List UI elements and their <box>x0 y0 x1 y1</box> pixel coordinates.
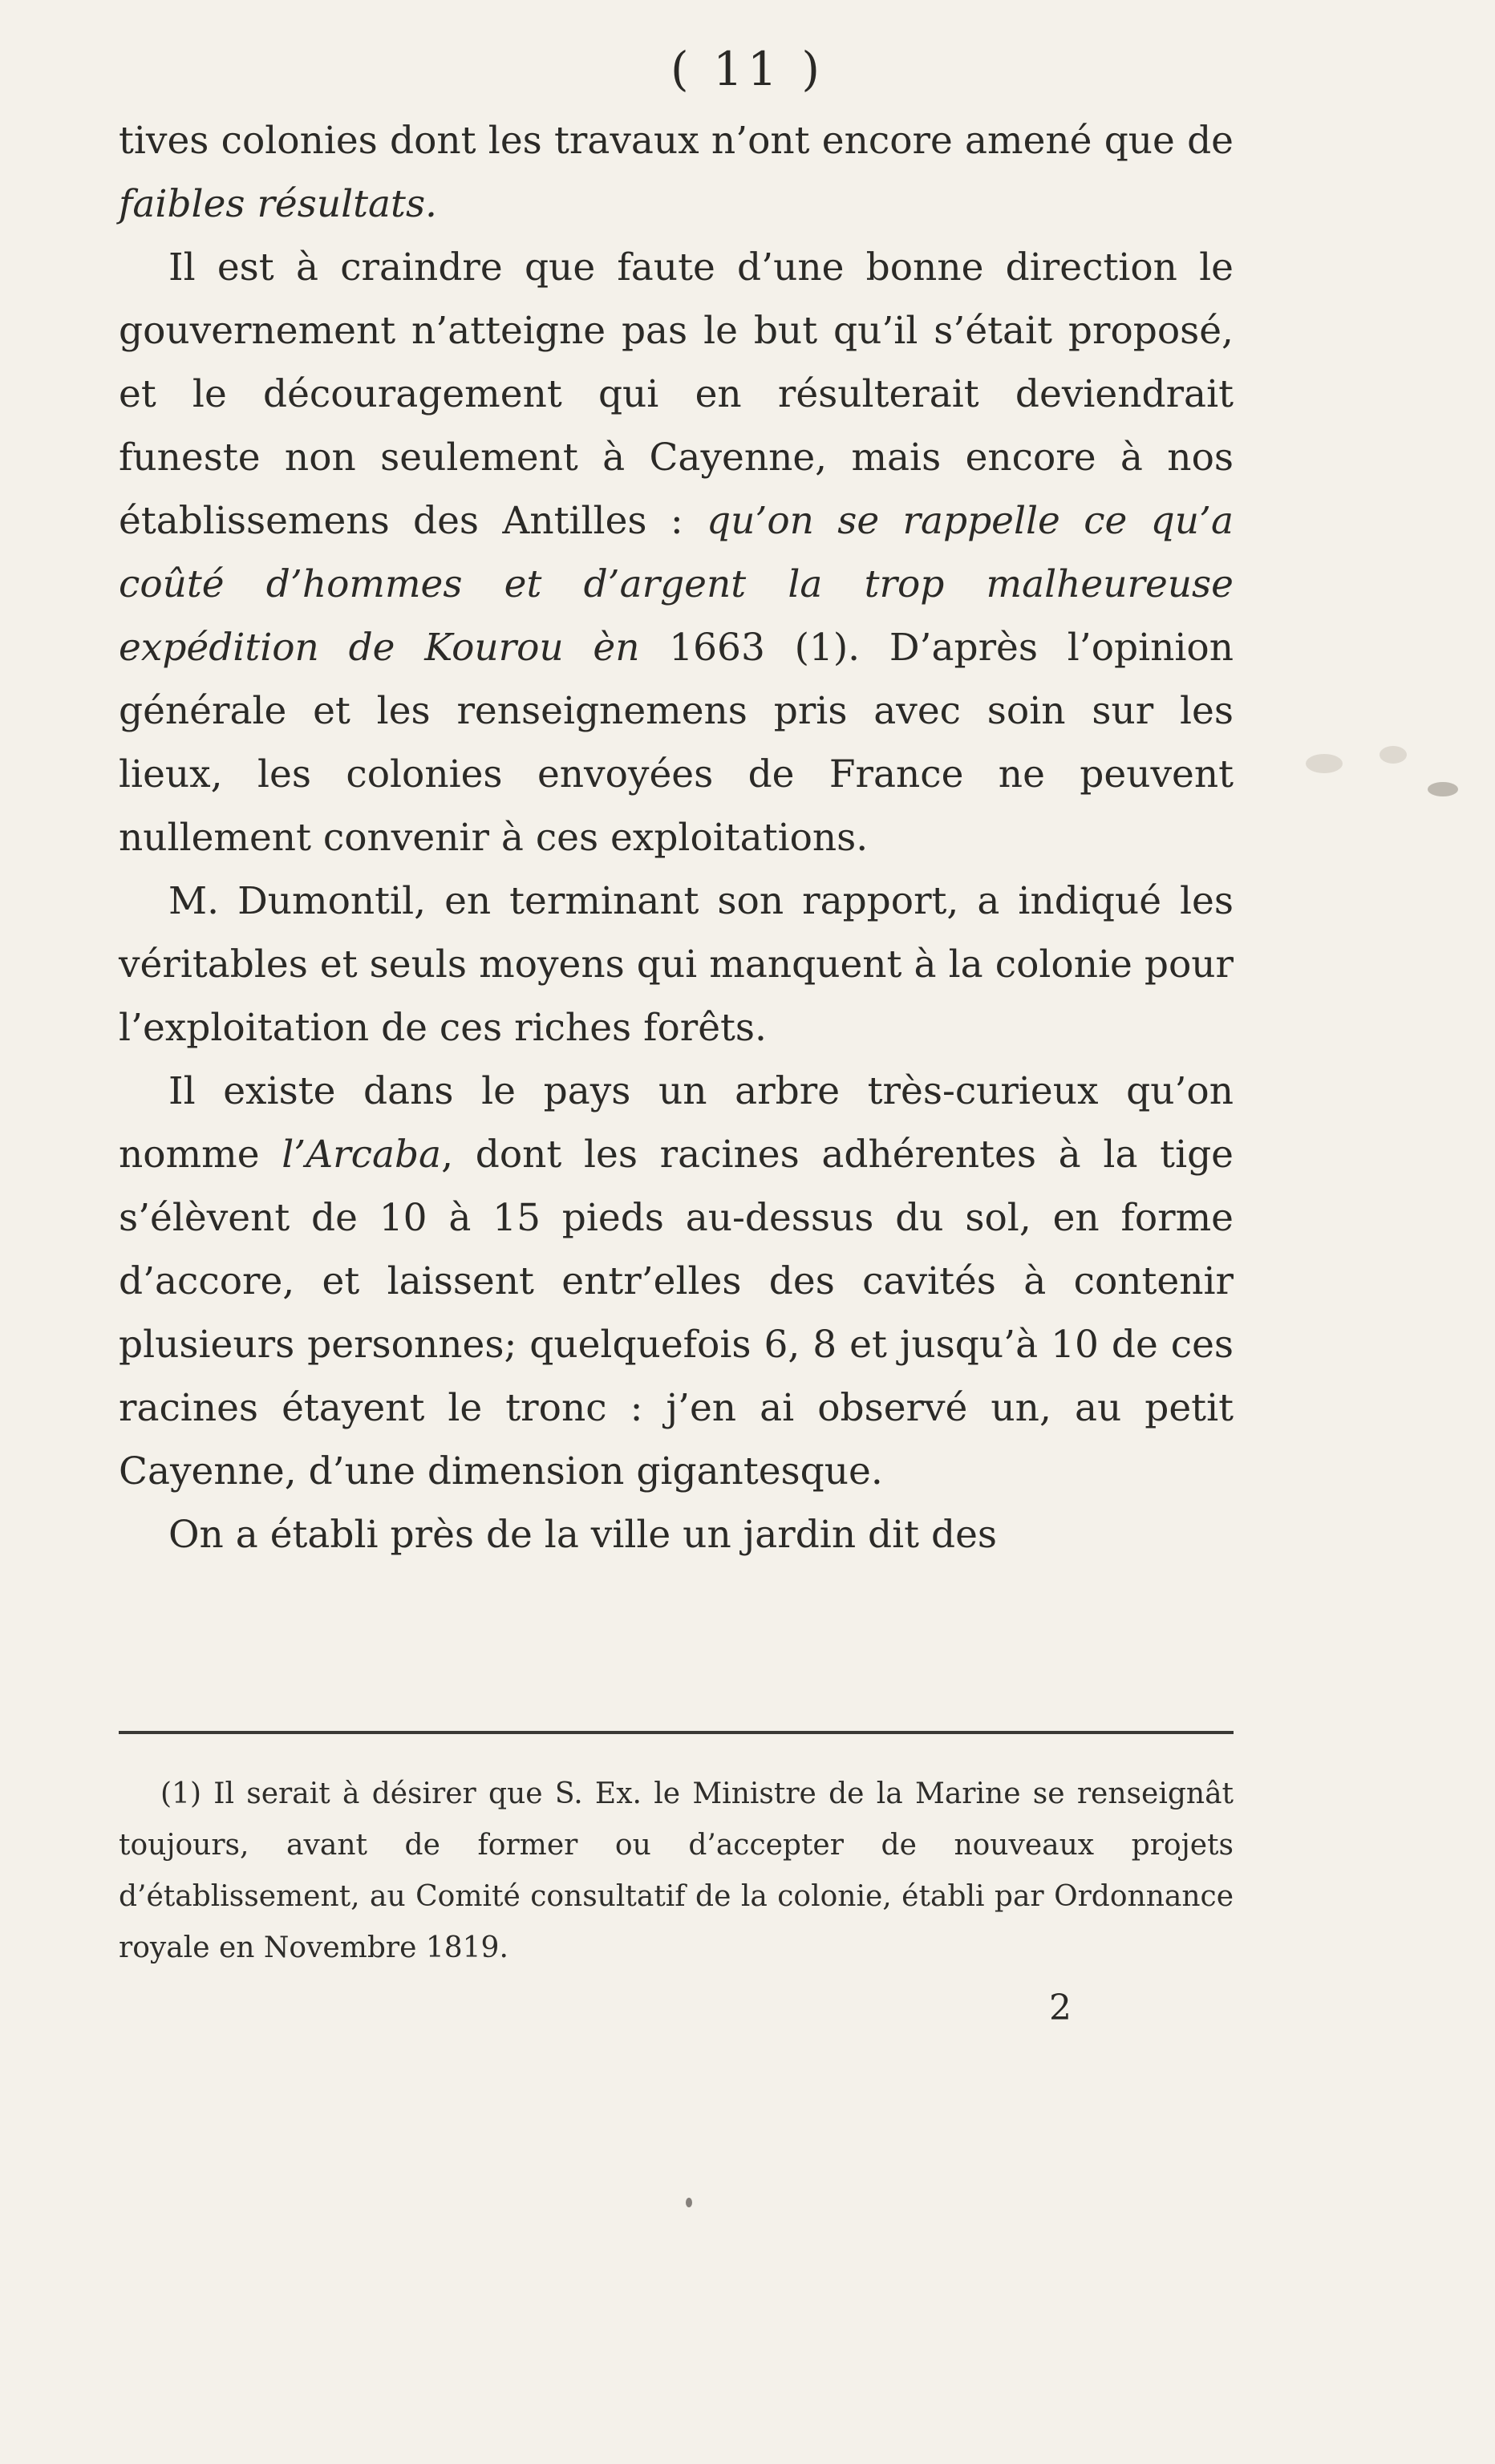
paragraph-2-text: Il est à craindre que faute d’une bonne direction le gouvernement n’atteigne pas le but qu’il s’était proposé, et le découragement qui en résulterait deviendrait funeste non seulement à Cayenne, mais encore à nos établissemens des Antilles : <box>119 245 1234 543</box>
paragraph-4-text: Il existe dans le pays un arbre très-curieux qu’on nomme <box>119 1069 1234 1177</box>
paragraph-1 <box>119 109 1234 236</box>
paragraph-4-tail: , dont les racines adhérentes à la tige s’élèvent de 10 à 15 pieds au-dessus du sol, en forme d’accore, et laissent entr’elles des cavités à contenir plusieurs personnes; quelquefois 6, 8 et jusqu’à 10 de ces racines étayent le tronc : j’en ai observé un, au petit Cayenne, d’une dimension gigantesque. <box>119 1133 1234 1493</box>
paragraph-2 <box>119 236 1234 869</box>
page-number: ( 11 ) <box>671 42 824 96</box>
body-text <box>119 109 1234 1566</box>
paragraph-2-italic: qu’on se rappelle ce qu’a coûté d’hommes et d’argent la trop malheureuse expédition de Kourou èn <box>119 499 1234 670</box>
paragraph-4 <box>119 1060 1234 1503</box>
paragraph-1-text: tives colonies dont les travaux n’ont encore amené que de <box>119 119 1234 163</box>
ink-smudge <box>1380 746 1407 764</box>
paragraph-5: On a établi près de la ville un jardin dit des <box>168 1513 998 1557</box>
paragraph-3: M. Dumontil, en terminant son rapport, a indiqué les véritables et seuls moyens qui manquent à la colonie pour l’exploitation de ces riches forêts. <box>119 879 1234 1050</box>
footnote: (1) Il serait à désirer que S. Ex. le Ministre de la Marine se renseignât toujours, avant de former ou d’accepter de nouveaux projets d’établissement, au Comité consultatif de la colonie, établi par Ordonnance royale en Novembre 1819. <box>119 1777 1234 1964</box>
footnote-divider <box>119 1731 1234 1734</box>
ink-smudge <box>1428 782 1458 796</box>
ink-speck <box>686 2198 692 2207</box>
paragraph-1-italic: faibles résultats. <box>119 182 437 226</box>
signature-mark: 2 <box>1049 1988 1072 2028</box>
ink-smudge <box>1306 754 1343 773</box>
paragraph-4-italic: l’Arcaba <box>282 1133 442 1177</box>
paragraph-2-tail: 1663 (1). D’après l’opinion générale et les renseignemens pris avec soin sur les lieux, les colonies envoyées de France ne peuvent nullement convenir à ces exploitations. <box>119 626 1234 860</box>
